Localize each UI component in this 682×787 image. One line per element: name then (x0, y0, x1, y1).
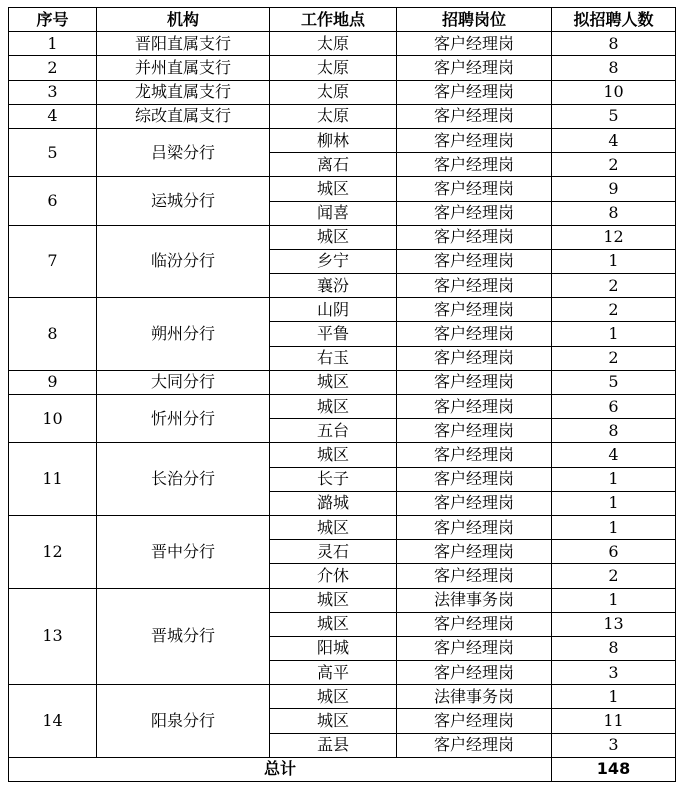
cell-position: 客户经理岗 (397, 177, 552, 201)
total-row (9, 757, 676, 781)
cell-position: 客户经理岗 (397, 274, 552, 298)
cell-position: 客户经理岗 (397, 298, 552, 322)
cell-location: 城区 (270, 588, 397, 612)
recruitment-table (8, 7, 676, 782)
cell-position: 客户经理岗 (397, 636, 552, 660)
cell-count: 2 (552, 153, 676, 177)
cell-location: 太原 (270, 80, 397, 104)
cell-org: 并州直属支行 (97, 56, 270, 80)
cell-position: 客户经理岗 (397, 225, 552, 249)
table-footer (9, 757, 676, 781)
cell-position: 客户经理岗 (397, 322, 552, 346)
cell-count: 1 (552, 467, 676, 491)
cell-position: 客户经理岗 (397, 249, 552, 273)
cell-location: 城区 (270, 685, 397, 709)
cell-position: 客户经理岗 (397, 370, 552, 394)
cell-position: 法律事务岗 (397, 685, 552, 709)
cell-count: 8 (552, 636, 676, 660)
cell-position: 客户经理岗 (397, 443, 552, 467)
cell-location: 乡宁 (270, 249, 397, 273)
table-row (9, 56, 676, 80)
cell-org: 大同分行 (97, 370, 270, 394)
table-body (9, 32, 676, 758)
cell-count: 1 (552, 515, 676, 539)
cell-position: 客户经理岗 (397, 491, 552, 515)
cell-count: 8 (552, 419, 676, 443)
cell-count: 1 (552, 491, 676, 515)
header-count: 拟招聘人数 (552, 8, 676, 32)
table-row (9, 443, 676, 467)
cell-location: 柳林 (270, 128, 397, 152)
cell-location: 城区 (270, 225, 397, 249)
table-row (9, 298, 676, 322)
cell-org: 晋中分行 (97, 515, 270, 588)
cell-location: 城区 (270, 443, 397, 467)
cell-org: 长治分行 (97, 443, 270, 516)
cell-seq: 2 (9, 56, 97, 80)
cell-location: 平鲁 (270, 322, 397, 346)
table-row (9, 370, 676, 394)
cell-location: 城区 (270, 515, 397, 539)
cell-position: 客户经理岗 (397, 346, 552, 370)
cell-org: 朔州分行 (97, 298, 270, 371)
cell-org: 阳泉分行 (97, 685, 270, 758)
cell-location: 离石 (270, 153, 397, 177)
header-position: 招聘岗位 (397, 8, 552, 32)
cell-count: 2 (552, 298, 676, 322)
cell-seq: 14 (9, 685, 97, 758)
cell-location: 介休 (270, 564, 397, 588)
cell-position: 客户经理岗 (397, 467, 552, 491)
cell-seq: 5 (9, 128, 97, 176)
table-row (9, 225, 676, 249)
table-row (9, 32, 676, 56)
cell-seq: 4 (9, 104, 97, 128)
cell-count: 8 (552, 201, 676, 225)
cell-location: 太原 (270, 56, 397, 80)
cell-location: 太原 (270, 104, 397, 128)
cell-count: 12 (552, 225, 676, 249)
table-header (9, 8, 676, 32)
cell-location: 右玉 (270, 346, 397, 370)
cell-count: 10 (552, 80, 676, 104)
cell-location: 潞城 (270, 491, 397, 515)
cell-count: 3 (552, 733, 676, 757)
cell-count: 8 (552, 32, 676, 56)
cell-count: 13 (552, 612, 676, 636)
cell-location: 城区 (270, 709, 397, 733)
cell-seq: 1 (9, 32, 97, 56)
cell-location: 五台 (270, 419, 397, 443)
cell-seq: 10 (9, 395, 97, 443)
table-row (9, 395, 676, 419)
cell-position: 客户经理岗 (397, 80, 552, 104)
cell-org: 忻州分行 (97, 395, 270, 443)
cell-location: 城区 (270, 177, 397, 201)
cell-org: 运城分行 (97, 177, 270, 225)
cell-count: 2 (552, 274, 676, 298)
cell-seq: 7 (9, 225, 97, 298)
cell-seq: 8 (9, 298, 97, 371)
table-row (9, 588, 676, 612)
cell-location: 灵石 (270, 540, 397, 564)
cell-position: 客户经理岗 (397, 515, 552, 539)
cell-position: 客户经理岗 (397, 612, 552, 636)
cell-seq: 11 (9, 443, 97, 516)
cell-count: 6 (552, 395, 676, 419)
cell-count: 2 (552, 346, 676, 370)
cell-position: 客户经理岗 (397, 395, 552, 419)
total-value: 148 (552, 757, 676, 781)
cell-position: 客户经理岗 (397, 733, 552, 757)
cell-location: 阳城 (270, 636, 397, 660)
cell-position: 客户经理岗 (397, 104, 552, 128)
cell-position: 法律事务岗 (397, 588, 552, 612)
cell-position: 客户经理岗 (397, 419, 552, 443)
cell-count: 4 (552, 128, 676, 152)
cell-count: 6 (552, 540, 676, 564)
cell-location: 山阴 (270, 298, 397, 322)
cell-location: 太原 (270, 32, 397, 56)
table-row (9, 515, 676, 539)
cell-location: 襄汾 (270, 274, 397, 298)
cell-position: 客户经理岗 (397, 153, 552, 177)
cell-location: 盂县 (270, 733, 397, 757)
header-seq: 序号 (9, 8, 97, 32)
cell-count: 5 (552, 370, 676, 394)
cell-position: 客户经理岗 (397, 128, 552, 152)
header-location: 工作地点 (270, 8, 397, 32)
cell-location: 高平 (270, 661, 397, 685)
cell-org: 吕梁分行 (97, 128, 270, 176)
header-org: 机构 (97, 8, 270, 32)
cell-org: 临汾分行 (97, 225, 270, 298)
cell-count: 2 (552, 564, 676, 588)
cell-org: 晋阳直属支行 (97, 32, 270, 56)
table-row (9, 177, 676, 201)
cell-count: 4 (552, 443, 676, 467)
header-row (9, 8, 676, 32)
cell-org: 综改直属支行 (97, 104, 270, 128)
cell-org: 晋城分行 (97, 588, 270, 685)
cell-location: 闻喜 (270, 201, 397, 225)
total-label: 总计 (9, 757, 552, 781)
cell-org: 龙城直属支行 (97, 80, 270, 104)
table-row (9, 128, 676, 152)
cell-position: 客户经理岗 (397, 709, 552, 733)
cell-position: 客户经理岗 (397, 56, 552, 80)
cell-location: 城区 (270, 612, 397, 636)
cell-seq: 3 (9, 80, 97, 104)
table-row (9, 685, 676, 709)
cell-count: 5 (552, 104, 676, 128)
cell-count: 1 (552, 685, 676, 709)
cell-seq: 13 (9, 588, 97, 685)
cell-position: 客户经理岗 (397, 201, 552, 225)
cell-location: 城区 (270, 370, 397, 394)
cell-location: 长子 (270, 467, 397, 491)
cell-position: 客户经理岗 (397, 661, 552, 685)
table-row (9, 104, 676, 128)
cell-count: 11 (552, 709, 676, 733)
cell-position: 客户经理岗 (397, 32, 552, 56)
cell-seq: 12 (9, 515, 97, 588)
cell-count: 9 (552, 177, 676, 201)
cell-count: 8 (552, 56, 676, 80)
cell-seq: 6 (9, 177, 97, 225)
cell-position: 客户经理岗 (397, 564, 552, 588)
cell-location: 城区 (270, 395, 397, 419)
table-row (9, 80, 676, 104)
cell-count: 1 (552, 249, 676, 273)
cell-count: 1 (552, 322, 676, 346)
cell-seq: 9 (9, 370, 97, 394)
cell-count: 3 (552, 661, 676, 685)
cell-position: 客户经理岗 (397, 540, 552, 564)
cell-count: 1 (552, 588, 676, 612)
